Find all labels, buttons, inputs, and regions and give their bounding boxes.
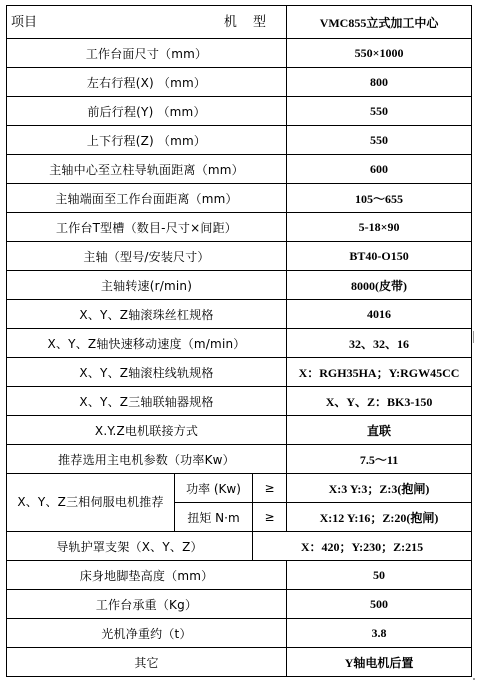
table-row	[7, 184, 472, 213]
row-label: 床身地脚垫高度（mm）	[7, 561, 287, 590]
row-label: 工作台面尺寸（mm）	[7, 39, 287, 68]
row-value: 550×1000	[287, 39, 472, 68]
model-header: 机 型	[223, 15, 273, 30]
table-row	[7, 387, 472, 416]
row-label: 工作台T型槽（数目-尺寸×间距）	[7, 213, 287, 242]
row-value: 4016	[287, 300, 472, 329]
spec-table	[6, 5, 472, 677]
table-row	[7, 126, 472, 155]
row-value: 800	[287, 68, 472, 97]
table-row	[7, 97, 472, 126]
row-label: 工作台承重（Kg）	[7, 590, 287, 619]
row-label: X、Y、Z三轴联轴器规格	[7, 387, 287, 416]
row-label: 上下行程(Z) （mm）	[7, 126, 287, 155]
servo-power-row	[7, 474, 472, 503]
row-label: X.Y.Z电机联接方式	[7, 416, 287, 445]
table-row	[7, 358, 472, 387]
row-value: 直联	[287, 416, 472, 445]
row-value: X：420；Y:230；Z:215	[253, 532, 472, 561]
row-label: X、Y、Z轴快速移动速度（m/min）	[7, 329, 287, 358]
row-value: 7.5～11	[287, 445, 472, 474]
row-value: 500	[287, 590, 472, 619]
header-row	[7, 6, 472, 39]
table-row	[7, 619, 472, 648]
item-header: 项目	[11, 15, 38, 30]
table-row	[7, 155, 472, 184]
table-row	[7, 329, 472, 358]
table-row	[7, 39, 472, 68]
table-row	[7, 648, 472, 677]
table-row	[7, 416, 472, 445]
table-row	[7, 213, 472, 242]
row-value: 3.8	[287, 619, 472, 648]
row-value: 50	[287, 561, 472, 590]
row-label: 主轴转速(r/min)	[7, 271, 287, 300]
ge-symbol: ≥	[253, 474, 287, 503]
table-row	[7, 532, 472, 561]
row-value: 5-18×90	[287, 213, 472, 242]
header-label-cell	[7, 6, 287, 39]
row-value: 550	[287, 126, 472, 155]
row-label: 光机净重约（t）	[7, 619, 287, 648]
row-value: 550	[287, 97, 472, 126]
row-label: X、Y、Z轴滚珠丝杠规格	[7, 300, 287, 329]
row-label: 主轴端面至工作台面距离（mm）	[7, 184, 287, 213]
table-row	[7, 68, 472, 97]
row-value: 600	[287, 155, 472, 184]
row-label: 左右行程(X) （mm）	[7, 68, 287, 97]
row-label: 推荐选用主电机参数（功率Kw）	[7, 445, 287, 474]
row-label: 主轴（型号/安装尺寸）	[7, 242, 287, 271]
servo-label: X、Y、Z三相伺服电机推荐	[7, 474, 175, 532]
row-label: X、Y、Z轴滚柱线轨规格	[7, 358, 287, 387]
edge-mark	[473, 331, 477, 343]
row-value: 8000(皮带)	[287, 271, 472, 300]
servo-power-value: X:3 Y:3；Z:3(抱闸)	[287, 474, 472, 503]
servo-torque-label: 扭矩 N·m	[175, 503, 253, 532]
row-value: 105～655	[287, 184, 472, 213]
model-value: VMC855立式加工中心	[287, 6, 472, 39]
row-label: 导轨护罩支架（X、Y、Z）	[7, 532, 253, 561]
row-value: BT40-O150	[287, 242, 472, 271]
table-row	[7, 590, 472, 619]
table-row	[7, 561, 472, 590]
row-value: Y轴电机后置	[287, 648, 472, 677]
ge-symbol: ≥	[253, 503, 287, 532]
row-label: 前后行程(Y) （mm）	[7, 97, 287, 126]
servo-power-label: 功率 (Kw)	[175, 474, 253, 503]
row-value: 32、32、16	[287, 329, 472, 358]
table-row	[7, 445, 472, 474]
row-label: 其它	[7, 648, 287, 677]
row-value: X、Y、Z：BK3-150	[287, 387, 472, 416]
table-row	[7, 242, 472, 271]
table-row	[7, 271, 472, 300]
table-row	[7, 300, 472, 329]
corner-dot	[473, 678, 475, 680]
servo-torque-value: X:12 Y:16；Z:20(抱闸)	[287, 503, 472, 532]
row-value: X：RGH35HA；Y:RGW45CC	[287, 358, 472, 387]
row-label: 主轴中心至立柱导轨面距离（mm）	[7, 155, 287, 184]
